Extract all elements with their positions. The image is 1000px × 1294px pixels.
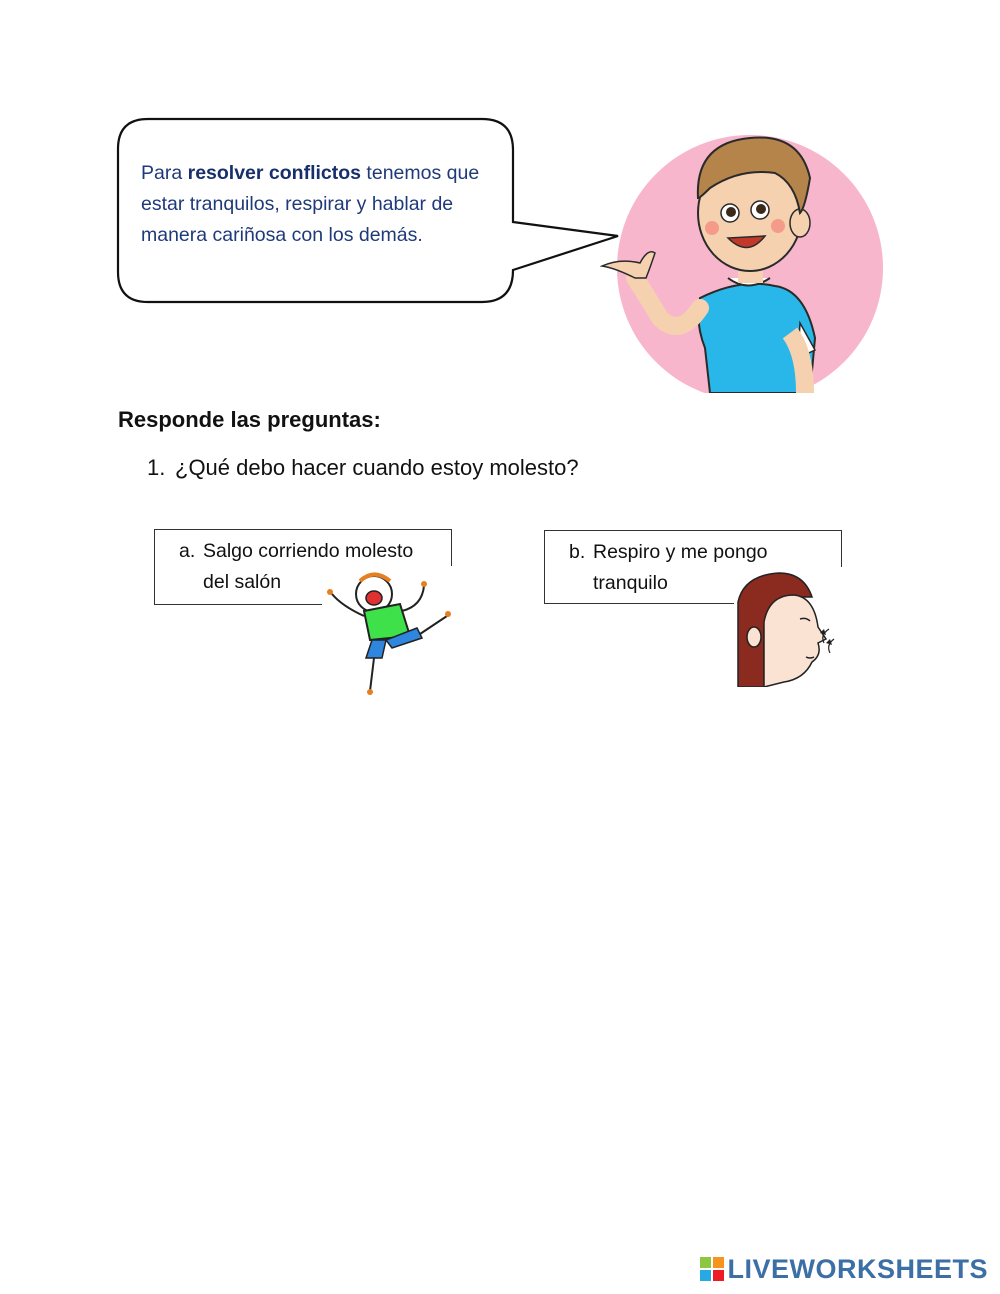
section-heading: Responde las preguntas:: [118, 407, 381, 432]
option-line: del salón: [203, 571, 282, 593]
bold-phrase: resolver conflictos: [187, 162, 362, 184]
option-line: tranquilo: [593, 572, 668, 594]
question-number: 1.: [147, 455, 166, 480]
question-text: ¿Qué debo hacer cuando estoy molesto?: [175, 455, 579, 480]
option-line: Salgo corriendo molesto: [203, 540, 414, 562]
liveworksheets-logo-icon: [700, 1257, 724, 1281]
speech-bubble-text: Para resolver conflictos tenemos que estar tranquilos, respirar y hablar de manera cariñosa con los demás.: [141, 162, 480, 246]
option-line: Respiro y me pongo: [593, 541, 768, 563]
breathing-face-illustration: [734, 567, 844, 687]
question-1: [147, 455, 579, 481]
option-letter: b.: [569, 541, 586, 563]
logo-text: LIVEWORKSHEETS: [727, 1253, 988, 1284]
option-letter: a.: [179, 540, 196, 562]
liveworksheets-logo: [700, 1252, 988, 1286]
running-child-illustration: [322, 566, 454, 698]
boy-illustration: [600, 118, 890, 393]
